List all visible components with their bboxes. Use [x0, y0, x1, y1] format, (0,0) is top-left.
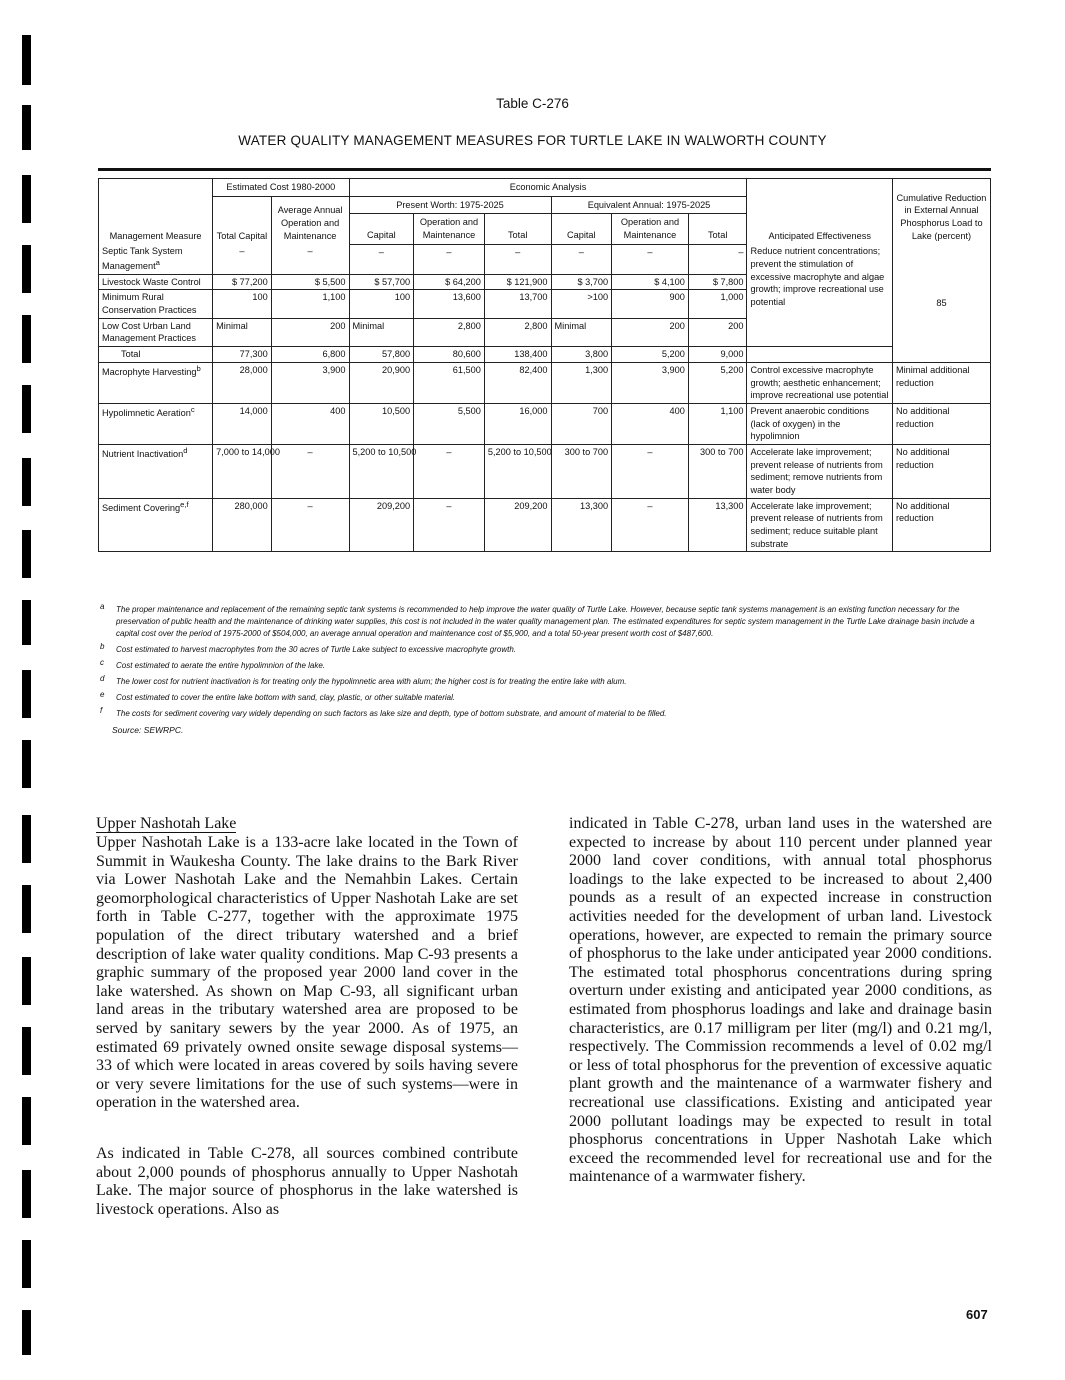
- effectiveness-cell: Accelerate lake improvement; prevent release of nutrients from sediment; remove nutrients from water body: [747, 444, 892, 498]
- pw-total-cell: 209,200: [484, 498, 551, 552]
- annual-om-cell: $ 5,500: [271, 274, 349, 290]
- body-right-column: [569, 815, 992, 1187]
- pw-om-cell: –: [414, 444, 485, 498]
- pw-capital-cell: 100: [349, 290, 414, 318]
- binder-mark: [22, 1097, 31, 1145]
- pw-om-cell: –: [414, 244, 485, 274]
- pw-total-cell: $ 121,900: [484, 274, 551, 290]
- binder-mark: [22, 1170, 31, 1218]
- total-capital-cell: 77,300: [213, 347, 272, 363]
- reduction-cell: No additional reduction: [892, 444, 990, 498]
- group-effectiveness-cell: Reduce nutrient concentrations; prevent the stimulation of excessive macrophyte and algae growth; improve recreational use potential: [747, 244, 892, 346]
- measure-cell: Sediment Covering$^{e,f}$: [99, 498, 213, 552]
- pw-om-cell: 5,500: [414, 403, 485, 444]
- header-equivalent-annual: Equivalent Annual: 1975-2025: [551, 196, 747, 214]
- table-row: [99, 244, 991, 274]
- table-source: Source: SEWRPC.: [112, 725, 184, 735]
- pw-capital-cell: 57,800: [349, 347, 414, 363]
- table-row: [99, 498, 991, 552]
- total-capital-cell: 7,000 to 14,000: [213, 444, 272, 498]
- header-total-capital: Total Capital: [213, 196, 272, 244]
- total-capital-cell: 100: [213, 290, 272, 318]
- measure-cell: Livestock Waste Control: [99, 274, 213, 290]
- total-row: [99, 347, 991, 363]
- binder-mark: [22, 957, 31, 1005]
- total-capital-cell: $ 77,200: [213, 274, 272, 290]
- ea-capital-cell: 700: [551, 403, 612, 444]
- header-pw-total: Total: [484, 214, 551, 244]
- footnote: f The costs for sediment covering vary widely depending on such factors as lake size and depth, type of bottom substrate, and amount of material to be filled.: [100, 706, 667, 718]
- header-average-annual-om: Average Annual Operation and Maintenance: [271, 196, 349, 244]
- header-ea-om: Operation and Maintenance: [612, 214, 689, 244]
- effectiveness-cell: Accelerate lake improvement; prevent release of nutrients from sediment; reduce suitable plant substrate: [747, 498, 892, 552]
- ea-om-cell: –: [612, 498, 689, 552]
- pw-capital-cell: 5,200 to 10,500: [349, 444, 414, 498]
- ea-capital-cell: 13,300: [551, 498, 612, 552]
- ea-total-cell: 13,300: [688, 498, 747, 552]
- pw-capital-cell: Minimal: [349, 318, 414, 346]
- annual-om-cell: 200: [271, 318, 349, 346]
- table-row: [99, 362, 991, 403]
- page-number: 607: [966, 1307, 988, 1322]
- footnote: e Cost estimated to cover the entire lake bottom with sand, clay, plastic, or other suitable material.: [100, 690, 456, 702]
- pw-capital-cell: –: [349, 244, 414, 274]
- binder-mark: [22, 315, 31, 363]
- total-capital-cell: –: [213, 244, 272, 274]
- ea-om-cell: 200: [612, 318, 689, 346]
- pw-om-cell: 13,600: [414, 290, 485, 318]
- ea-total-cell: 1,100: [688, 403, 747, 444]
- annual-om-cell: 6,800: [271, 347, 349, 363]
- footnote: d The lower cost for nutrient inactivation is for treating only the hypolimnetic area with alum; the higher cost is for treating the entire lake with alum.: [100, 674, 627, 686]
- ea-om-cell: 900: [612, 290, 689, 318]
- pw-om-cell: $ 64,200: [414, 274, 485, 290]
- header-ea-capital: Capital: [551, 214, 612, 244]
- ea-total-cell: $ 7,800: [688, 274, 747, 290]
- binder-mark: [22, 670, 31, 718]
- body-left-column: [96, 815, 518, 1219]
- measure-cell: Macrophyte Harvesting$^b$: [99, 362, 213, 403]
- ea-capital-cell: –: [551, 244, 612, 274]
- binder-mark: [22, 1240, 31, 1288]
- ea-om-cell: –: [612, 444, 689, 498]
- footnote: c Cost estimated to aerate the entire hypolimnion of the lake.: [100, 658, 326, 670]
- table-number: Table C-276: [496, 96, 569, 111]
- pw-capital-cell: 209,200: [349, 498, 414, 552]
- effectiveness-cell: Control excessive macrophyte growth; aesthetic enhancement; improve recreational use potential: [747, 362, 892, 403]
- table-title: WATER QUALITY MANAGEMENT MEASURES FOR TURTLE LAKE IN WALWORTH COUNTY: [238, 133, 827, 148]
- header-management-measure: Management Measure: [99, 179, 213, 245]
- binder-mark: [22, 385, 31, 433]
- pw-total-cell: 16,000: [484, 403, 551, 444]
- ea-capital-cell: 3,800: [551, 347, 612, 363]
- pw-om-cell: 80,600: [414, 347, 485, 363]
- pw-capital-cell: 10,500: [349, 403, 414, 444]
- measure-cell: Low Cost Urban Land Management Practices: [99, 318, 213, 346]
- header-ea-total: Total: [688, 214, 747, 244]
- binder-mark: [22, 458, 31, 506]
- binder-mark: [22, 815, 31, 863]
- management-measures-table: [98, 178, 991, 552]
- body-paragraph: Upper Nashotah Lake is a 133-acre lake located in the Town of Summit in Waukesha County. The lake drains to the Bark River via Lower Nashotah Lake and the Nemahbin Lakes. Certain geomorphological characteristics of Upper Nashotah Lake are set forth in Table C-277, together with the approximate 1975 population of the direct tributary watershed and a brief description of lake water quality conditions. Map C-93 presents a graphic summary of the proposed year 2000 land cover in the lake watershed. As shown on Map C-93, all significant urban land areas in the tributary watershed area are proposed to be served by sanitary sewers by the year 2000. As of 1975, an estimated 69 privately owned onsite sewage disposal systems—33 of which were located in areas covered by soils having severe or very severe limitations for the use of such systems—were in operation in the watershed area.: [96, 834, 518, 1112]
- table-top-rule: [98, 168, 991, 171]
- header-estimated-cost: Estimated Cost 1980-2000: [213, 179, 349, 197]
- ea-capital-cell: >100: [551, 290, 612, 318]
- pw-capital-cell: $ 57,700: [349, 274, 414, 290]
- header-pw-om: Operation and Maintenance: [414, 214, 485, 244]
- ea-total-cell: 1,000: [688, 290, 747, 318]
- footnote: b Cost estimated to harvest macrophytes from the 30 acres of Turtle Lake subject to excessive macrophyte growth.: [100, 642, 517, 654]
- table-row: [99, 444, 991, 498]
- group-reduction-cell: 85: [892, 244, 990, 362]
- header-present-worth: Present Worth: 1975-2025: [349, 196, 551, 214]
- annual-om-cell: 3,900: [271, 362, 349, 403]
- binder-mark: [22, 885, 31, 933]
- pw-total-cell: 82,400: [484, 362, 551, 403]
- total-capital-cell: 14,000: [213, 403, 272, 444]
- annual-om-cell: –: [271, 444, 349, 498]
- measure-cell: Nutrient Inactivation$^d$: [99, 444, 213, 498]
- binder-mark: [22, 35, 31, 85]
- ea-capital-cell: 300 to 700: [551, 444, 612, 498]
- ea-om-cell: 3,900: [612, 362, 689, 403]
- pw-total-cell: 5,200 to 10,500: [484, 444, 551, 498]
- ea-total-cell: 9,000: [688, 347, 747, 363]
- binder-mark: [22, 1310, 31, 1355]
- measure-cell: Septic Tank System Management$^a$: [99, 244, 213, 274]
- ea-total-cell: 200: [688, 318, 747, 346]
- header-pw-capital: Capital: [349, 214, 414, 244]
- measure-cell: Minimum Rural Conservation Practices: [99, 290, 213, 318]
- reduction-cell: Minimal additional reduction: [892, 362, 990, 403]
- ea-om-cell: –: [612, 244, 689, 274]
- table-row: [99, 403, 991, 444]
- binder-mark: [22, 740, 31, 788]
- annual-om-cell: 1,100: [271, 290, 349, 318]
- binder-mark: [22, 175, 31, 223]
- reduction-cell: No additional reduction: [892, 403, 990, 444]
- ea-om-cell: 400: [612, 403, 689, 444]
- ea-total-cell: –: [688, 244, 747, 274]
- total-capital-cell: Minimal: [213, 318, 272, 346]
- pw-om-cell: –: [414, 498, 485, 552]
- ea-capital-cell: 1,300: [551, 362, 612, 403]
- measure-cell: Hypolimnetic Aeration$^c$: [99, 403, 213, 444]
- effectiveness-cell: Prevent anaerobic conditions (lack of oxygen) in the hypolimnion: [747, 403, 892, 444]
- ea-om-cell: 5,200: [612, 347, 689, 363]
- ea-total-cell: 5,200: [688, 362, 747, 403]
- ea-total-cell: 300 to 700: [688, 444, 747, 498]
- pw-om-cell: 2,800: [414, 318, 485, 346]
- total-label-cell: Total: [99, 347, 213, 363]
- ea-om-cell: $ 4,100: [612, 274, 689, 290]
- pw-total-cell: 13,700: [484, 290, 551, 318]
- pw-capital-cell: 20,900: [349, 362, 414, 403]
- binder-mark: [22, 1027, 31, 1075]
- body-paragraph: As indicated in Table C-278, all sources combined contribute about 2,000 pounds of phosphorus annually to Upper Nashotah Lake. The major source of phosphorus in the lake watershed is livestock operations. Also as: [96, 1144, 518, 1218]
- body-paragraph: indicated in Table C-278, urban land uses in the watershed are expected to increase by about 110 percent under planned year 2000 land cover conditions, with annual total phosphorus loadings to the lake expected to be increased to about 2,400 pounds as a result of an expected increase in construction activities needed for the development of urban land. Livestock operations, however, are expected to remain the primary source of phosphorus to the lake under anticipated year 2000 conditions. The estimated total phosphorus concentrations during spring overturn under existing and anticipated year 2000 conditions, as estimated from phosphorus loadings and lake and drainage basin characteristics, are 0.17 milligram per liter (mg/l) and 0.21 mg/l, respectively. The Commission recommends a level of 0.02 mg/l or less of total phosphorus for the prevention of excessive aquatic plant growth and the maintenance of a warmwater fishery and recreational use classifications. Existing and anticipated year 2000 pollutant loadings may be expected to result in total phosphorus concentrations in Upper Nashotah Lake which exceed the recommended level for recreational use and for the maintenance of a warmwater fishery.: [569, 815, 992, 1186]
- reduction-cell: No additional reduction: [892, 498, 990, 552]
- pw-total-cell: 138,400: [484, 347, 551, 363]
- pw-om-cell: 61,500: [414, 362, 485, 403]
- total-capital-cell: 28,000: [213, 362, 272, 403]
- header-economic-analysis: Economic Analysis: [349, 179, 747, 197]
- ea-capital-cell: $ 3,700: [551, 274, 612, 290]
- annual-om-cell: 400: [271, 403, 349, 444]
- annual-om-cell: –: [271, 244, 349, 274]
- header-anticipated-effectiveness: Anticipated Effectiveness: [747, 179, 892, 245]
- section-heading: Upper Nashotah Lake: [96, 815, 237, 832]
- binder-mark: [22, 245, 31, 293]
- binder-mark: [22, 530, 31, 578]
- pw-total-cell: –: [484, 244, 551, 274]
- footnote: a The proper maintenance and replacement of the remaining septic tank systems is recommended to help improve the water quality of Turtle Lake. However, because septic tank systems management is an existing function necessary for the preservation of public health and the maintenance of drinking water supplies, this cost is not included in the water quality management plan. The estimated expenditures for septic system management in the Turtle Lake drainage basin include a capital cost over the period of 1975-2000 of $504,000, an average annual operation and maintenance cost of $5,900, and a total 50-year present worth cost of $487,600.: [100, 602, 975, 638]
- table-footnotes: [100, 602, 992, 737]
- header-cumulative-reduction: Cumulative Reduction in External Annual Phosphorus Load to Lake (percent): [892, 179, 990, 245]
- effectiveness-cell: [747, 347, 892, 363]
- pw-total-cell: 2,800: [484, 318, 551, 346]
- annual-om-cell: –: [271, 498, 349, 552]
- binder-mark: [22, 600, 31, 645]
- ea-capital-cell: Minimal: [551, 318, 612, 346]
- total-capital-cell: 280,000: [213, 498, 272, 552]
